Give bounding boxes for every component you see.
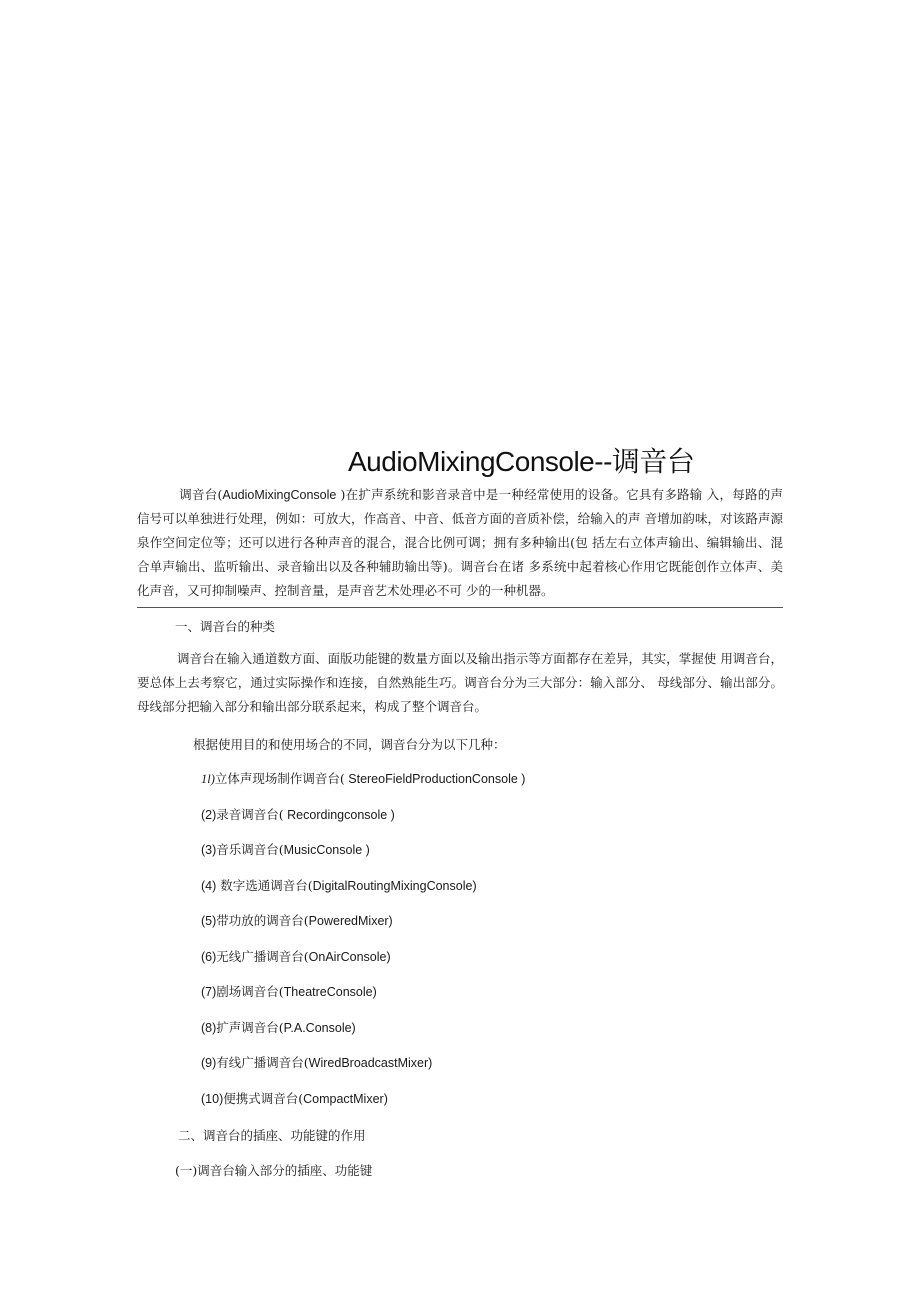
list-item: 1l)立体声现场制作调音台( StereoFieldProductionConsole ) (201, 771, 526, 786)
console-types-list (201, 768, 525, 1123)
document-title: AudioMixingConsole--调音台 (348, 446, 695, 477)
intro-rest: )在扩声系统和影音录音中是一种经常使用的设备。它具有多路输 入，每路的声信号可以单独进行处理，例如：可放大，作高音、中音、低音方面的音质补偿，给输入的声 音增加韵味，对该路声源泉作空间定位等；还可以进行各种声音的混合，混合比例可调；拥有多种输出(包 括左右立体声输出、编辑输出、混合单声输出、监听输出、录音输出以及各种辅助输出等)。调音台在诸 多系统中起着核心作用它既能创作立体声、美化声音，又可抑制噪声、控制音量，是声音艺术处理必不可 少的一种机器。 (137, 487, 783, 598)
intro-prefix: 调音台( (179, 487, 223, 502)
list-item: (8)扩声调音台(P.A.Console) (201, 1019, 356, 1035)
list-item: (10)便携式调音台(CompactMixer) (201, 1090, 388, 1106)
console-types-intro: 根据使用目的和使用场合的不同，调音台分为以下几种： (193, 737, 506, 752)
list-item: (5)带功放的调音台(PoweredMixer) (201, 913, 393, 928)
section-1-paragraph (137, 647, 783, 719)
list-item: (7)剧场调音台(TheatreConsole) (201, 984, 377, 999)
section-1-paragraph-text: 调音台在输入通道数方面、面版功能键的数量方面以及输出指示等方面都存在差异，其实，掌握使 用调音台，要总体上去考察它，通过实际操作和连接，自然熟能生巧。调音台分为三大部分：输入部分、 母线部分、输出部分。母线部分把输入部分和输出部分联系起来，构成了整个调音台。 (137, 651, 783, 714)
list-item: (4) 数字选通调音台(DigitalRoutingMixingConsole) (201, 877, 477, 893)
intro-paragraph (137, 483, 783, 608)
section-2-heading: 二、调音台的插座、功能键的作用 (178, 1128, 366, 1143)
intro-term: AudioMixingConsole (222, 488, 337, 502)
list-item: (9)有线广播调音台(WiredBroadcastMixer) (201, 1055, 433, 1070)
list-item: (3)音乐调音台(MusicConsole ) (201, 842, 370, 857)
section-2-subheading: (一)调音台输入部分的插座、功能键 (175, 1163, 373, 1178)
list-item: (2)录音调音台( Recordingconsole ) (201, 806, 395, 822)
list-item: (6)无线广播调音台(OnAirConsole) (201, 948, 391, 964)
section-1-heading: 一、调音台的种类 (175, 619, 276, 634)
